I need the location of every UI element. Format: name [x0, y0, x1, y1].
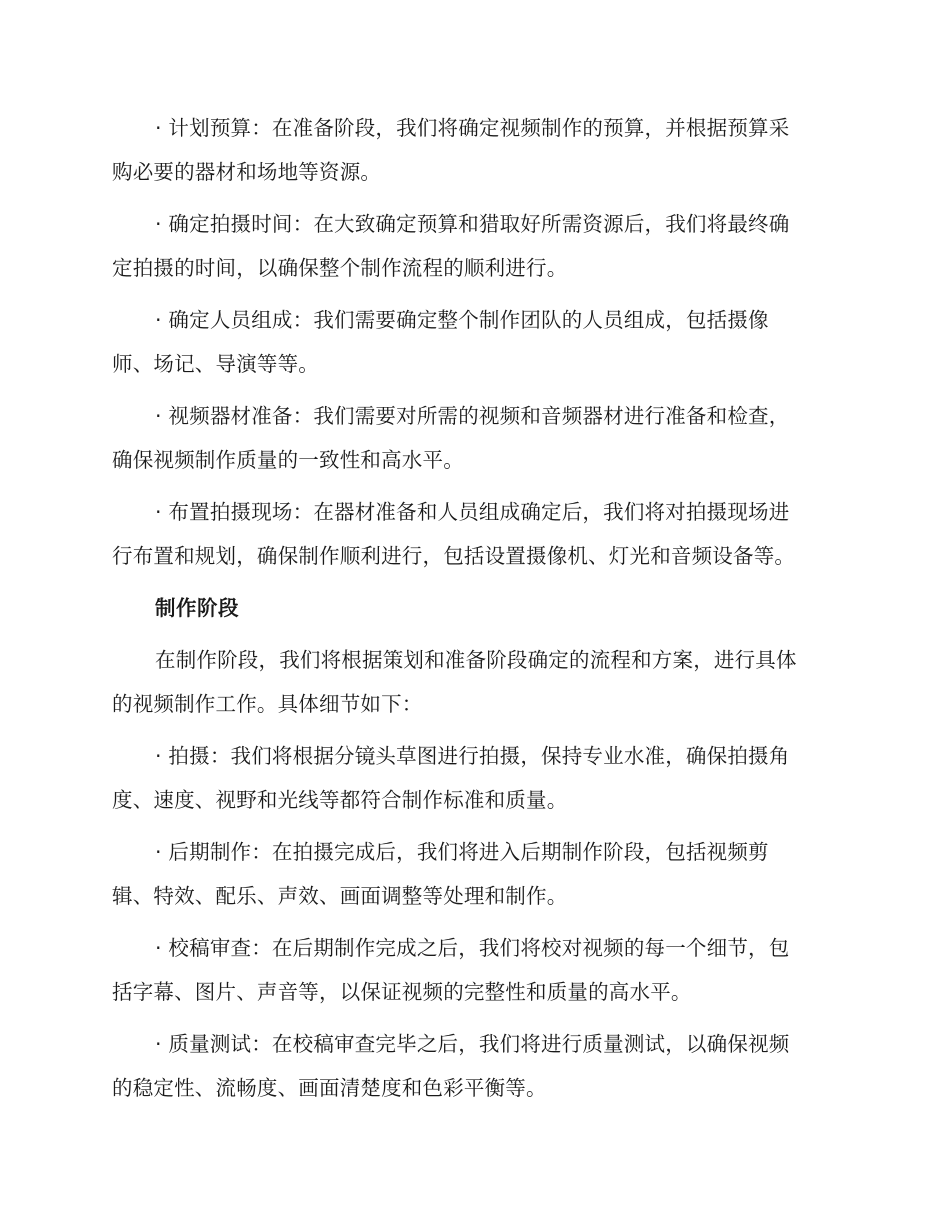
bullet-budget-plan	[112, 106, 834, 194]
bullet-line: 定拍摄的时间，以确保整个制作流程的顺利进行。	[112, 256, 568, 280]
intro-line: 的视频制作工作。具体细节如下：	[112, 692, 423, 716]
bullet-post-production	[112, 830, 834, 918]
bullet-quality-test	[112, 1022, 834, 1110]
document-page	[112, 106, 834, 1118]
bullet-proof-review	[112, 926, 834, 1014]
bullet-line: · 拍摄：我们将根据分镜头草图进行拍摄，保持专业水准，确保拍摄角	[155, 744, 790, 768]
bullet-line: 确保视频制作质量的一致性和高水平。	[112, 448, 464, 472]
bullet-line: 括字幕、图片、声音等，以保证视频的完整性和质量的高水平。	[112, 980, 692, 1004]
bullet-line: · 计划预算：在准备阶段，我们将确定视频制作的预算，并根据预算采	[155, 116, 790, 140]
bullet-shooting	[112, 734, 834, 822]
bullet-line: · 布置拍摄现场：在器材准备和人员组成确定后，我们将对拍摄现场进	[155, 500, 790, 524]
bullet-line: 辑、特效、配乐、声效、画面调整等处理和制作。	[112, 884, 568, 908]
bullet-equipment-prep	[112, 394, 834, 482]
bullet-line: · 校稿审查：在后期制作完成之后，我们将校对视频的每一个细节，包	[155, 936, 790, 960]
intro-line: 在制作阶段，我们将根据策划和准备阶段确定的流程和方案，进行具体	[155, 648, 797, 672]
bullet-line: · 确定人员组成：我们需要确定整个制作团队的人员组成，包括摄像	[155, 308, 769, 332]
bullet-line: 师、场记、导演等等。	[112, 352, 319, 376]
bullet-line: · 确定拍摄时间：在大致确定预算和猎取好所需资源后，我们将最终确	[155, 212, 790, 236]
bullet-team-composition	[112, 298, 834, 386]
section-intro	[112, 638, 834, 726]
bullet-line: · 后期制作：在拍摄完成后，我们将进入后期制作阶段，包括视频剪	[155, 840, 769, 864]
bullet-shooting-time	[112, 202, 834, 290]
bullet-line: 度、速度、视野和光线等都符合制作标准和质量。	[112, 788, 568, 812]
bullet-line: · 视频器材准备：我们需要对所需的视频和音频器材进行准备和检查，	[155, 404, 790, 428]
section-heading: 制作阶段	[155, 596, 239, 620]
bullet-line: 行布置和规划，确保制作顺利进行，包括设置摄像机、灯光和音频设备等。	[112, 544, 796, 568]
bullet-line: · 质量测试：在校稿审查完毕之后，我们将进行质量测试，以确保视频	[155, 1032, 790, 1056]
bullet-line: 购必要的器材和场地等资源。	[112, 160, 382, 184]
bullet-set-layout	[112, 490, 834, 578]
bullet-line: 的稳定性、流畅度、画面清楚度和色彩平衡等。	[112, 1076, 547, 1100]
